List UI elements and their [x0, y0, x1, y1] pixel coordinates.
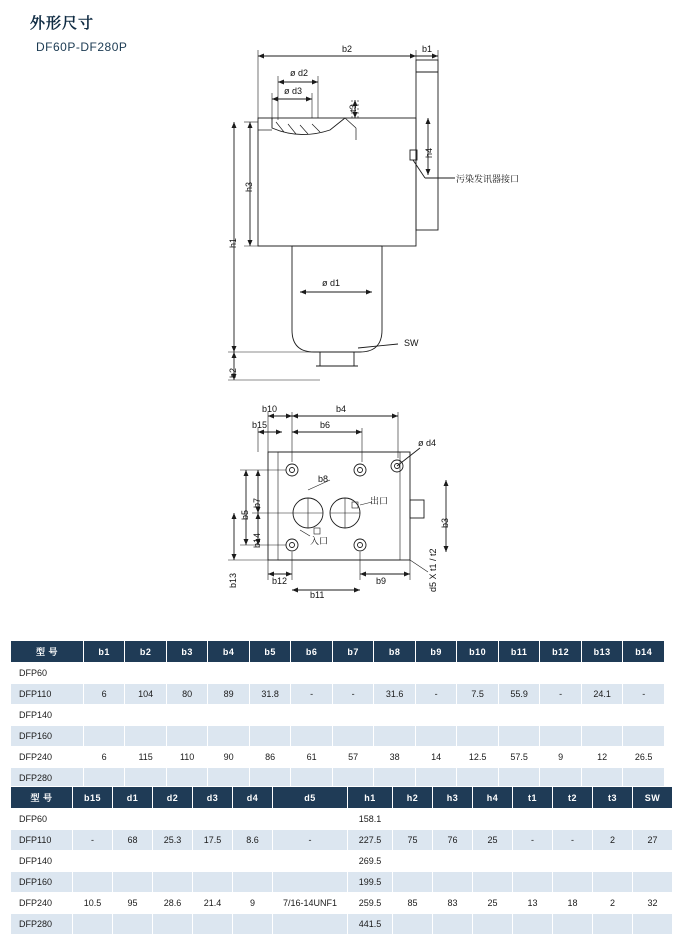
- value-cell: [473, 872, 513, 893]
- value-cell: [125, 705, 167, 726]
- value-cell: [393, 872, 433, 893]
- value-cell: 26.5: [623, 747, 665, 768]
- value-cell: [332, 726, 374, 747]
- label-h4: h4: [424, 147, 434, 158]
- value-cell: [113, 809, 153, 830]
- table-row: [11, 914, 673, 935]
- value-cell: 68: [113, 830, 153, 851]
- label-b15: b15: [252, 420, 268, 430]
- value-cell: [433, 914, 473, 935]
- value-cell: [540, 726, 582, 747]
- value-cell: [593, 872, 633, 893]
- col-header: t3: [593, 787, 633, 809]
- value-cell: 13: [513, 893, 553, 914]
- value-cell: [623, 663, 665, 684]
- value-cell: -: [540, 684, 582, 705]
- value-cell: -: [332, 684, 374, 705]
- col-header: b6: [291, 641, 333, 663]
- value-cell: 57.5: [498, 747, 540, 768]
- value-cell: [73, 851, 113, 872]
- value-cell: [249, 663, 291, 684]
- model-cell: DFP160: [11, 872, 73, 893]
- value-cell: [457, 726, 499, 747]
- label-d2: ø d2: [290, 68, 309, 78]
- col-header: 型 号: [11, 641, 84, 663]
- value-cell: 6: [83, 747, 125, 768]
- value-cell: 75: [393, 830, 433, 851]
- value-cell: [208, 726, 250, 747]
- value-cell: 2: [593, 830, 633, 851]
- col-header: t1: [513, 787, 553, 809]
- value-cell: 38: [374, 747, 416, 768]
- value-cell: 12.5: [457, 747, 499, 768]
- value-cell: 199.5: [348, 872, 393, 893]
- col-header: b10: [457, 641, 499, 663]
- col-header: h3: [433, 787, 473, 809]
- value-cell: 227.5: [348, 830, 393, 851]
- col-header: b1: [83, 641, 125, 663]
- value-cell: 25: [473, 893, 513, 914]
- value-cell: 441.5: [348, 914, 393, 935]
- value-cell: 8.6: [233, 830, 273, 851]
- value-cell: -: [415, 684, 457, 705]
- value-cell: [83, 705, 125, 726]
- label-b1: b1: [422, 44, 433, 54]
- label-b14: b14: [252, 532, 262, 548]
- model-cell: DFP240: [11, 747, 84, 768]
- col-header: b12: [540, 641, 582, 663]
- col-header: b2: [125, 641, 167, 663]
- page-subtitle: DF60P-DF280P: [36, 40, 128, 54]
- label-sw: SW: [404, 338, 419, 348]
- label-b4: b4: [336, 404, 347, 414]
- value-cell: [393, 914, 433, 935]
- value-cell: -: [553, 830, 593, 851]
- value-cell: 28.6: [153, 893, 193, 914]
- value-cell: [513, 872, 553, 893]
- label-b12: b12: [272, 576, 288, 586]
- col-header: h2: [393, 787, 433, 809]
- model-cell: DFP280: [11, 914, 73, 935]
- value-cell: [125, 663, 167, 684]
- label-b2: b2: [342, 44, 353, 54]
- value-cell: [73, 872, 113, 893]
- value-cell: 95: [113, 893, 153, 914]
- value-cell: 115: [125, 747, 167, 768]
- value-cell: [581, 705, 623, 726]
- value-cell: 110: [166, 747, 208, 768]
- value-cell: [457, 663, 499, 684]
- value-cell: [433, 851, 473, 872]
- label-h3: h3: [244, 181, 254, 192]
- value-cell: 80: [166, 684, 208, 705]
- col-header: h1: [348, 787, 393, 809]
- table-header-row: [11, 787, 673, 809]
- dimensions-table-d-h: [10, 786, 673, 935]
- col-header: SW: [633, 787, 673, 809]
- model-cell: DFP140: [11, 705, 84, 726]
- model-cell: DFP240: [11, 893, 73, 914]
- col-header: b7: [332, 641, 374, 663]
- label-inlet: 入口: [310, 536, 329, 546]
- value-cell: [473, 851, 513, 872]
- label-d3: ø d3: [284, 86, 303, 96]
- model-cell: DFP60: [11, 663, 84, 684]
- value-cell: [249, 705, 291, 726]
- value-cell: [415, 705, 457, 726]
- col-header: b15: [73, 787, 113, 809]
- label-d1: ø d1: [322, 278, 341, 288]
- value-cell: [193, 872, 233, 893]
- value-cell: [193, 809, 233, 830]
- table-row: [11, 851, 673, 872]
- value-cell: 18: [553, 893, 593, 914]
- value-cell: [166, 726, 208, 747]
- value-cell: 17.5: [193, 830, 233, 851]
- value-cell: 2: [593, 893, 633, 914]
- value-cell: [433, 809, 473, 830]
- value-cell: [153, 851, 193, 872]
- value-cell: [415, 726, 457, 747]
- value-cell: [83, 663, 125, 684]
- value-cell: 25.3: [153, 830, 193, 851]
- table-row: [11, 747, 665, 768]
- table-row: [11, 893, 673, 914]
- table-row: [11, 684, 665, 705]
- value-cell: [273, 851, 348, 872]
- col-header: d4: [233, 787, 273, 809]
- value-cell: [433, 872, 473, 893]
- value-cell: [540, 663, 582, 684]
- value-cell: [113, 914, 153, 935]
- value-cell: [208, 663, 250, 684]
- value-cell: [633, 914, 673, 935]
- value-cell: [553, 851, 593, 872]
- value-cell: 86: [249, 747, 291, 768]
- value-cell: [125, 726, 167, 747]
- value-cell: [374, 663, 416, 684]
- value-cell: 9: [233, 893, 273, 914]
- value-cell: 89: [208, 684, 250, 705]
- col-header: h4: [473, 787, 513, 809]
- value-cell: [208, 705, 250, 726]
- value-cell: 85: [393, 893, 433, 914]
- value-cell: 7.5: [457, 684, 499, 705]
- value-cell: [623, 705, 665, 726]
- table-row: [11, 663, 665, 684]
- label-sensor-port: 污染发讯器接口: [456, 174, 520, 184]
- value-cell: [498, 663, 540, 684]
- label-b11: b11: [310, 590, 325, 600]
- table-row: [11, 872, 673, 893]
- value-cell: 32: [633, 893, 673, 914]
- value-cell: 31.8: [249, 684, 291, 705]
- value-cell: [540, 705, 582, 726]
- value-cell: [623, 726, 665, 747]
- label-outlet: 出口: [370, 496, 389, 506]
- value-cell: [593, 851, 633, 872]
- value-cell: [153, 809, 193, 830]
- col-header: b3: [166, 641, 208, 663]
- col-header: b4: [208, 641, 250, 663]
- value-cell: [415, 663, 457, 684]
- value-cell: 25: [473, 830, 513, 851]
- table-row: [11, 705, 665, 726]
- value-cell: [513, 914, 553, 935]
- value-cell: -: [73, 830, 113, 851]
- value-cell: 269.5: [348, 851, 393, 872]
- col-header: b9: [415, 641, 457, 663]
- value-cell: [166, 705, 208, 726]
- value-cell: 76: [433, 830, 473, 851]
- label-b5: b5: [240, 509, 250, 520]
- value-cell: [473, 809, 513, 830]
- value-cell: 6: [83, 684, 125, 705]
- value-cell: [233, 851, 273, 872]
- label-h1: h1: [228, 237, 238, 248]
- value-cell: [633, 851, 673, 872]
- value-cell: 24.1: [581, 684, 623, 705]
- table-header-row: [11, 641, 665, 663]
- value-cell: 90: [208, 747, 250, 768]
- value-cell: 21.4: [193, 893, 233, 914]
- value-cell: [83, 726, 125, 747]
- value-cell: 31.6: [374, 684, 416, 705]
- value-cell: 55.9: [498, 684, 540, 705]
- model-cell: DFP110: [11, 830, 73, 851]
- value-cell: [513, 851, 553, 872]
- value-cell: [273, 872, 348, 893]
- col-header: b8: [374, 641, 416, 663]
- value-cell: [473, 914, 513, 935]
- value-cell: -: [623, 684, 665, 705]
- value-cell: [193, 914, 233, 935]
- value-cell: [498, 705, 540, 726]
- col-header: b14: [623, 641, 665, 663]
- label-b10: b10: [262, 404, 278, 414]
- table-row: [11, 726, 665, 747]
- label-b8: b8: [318, 474, 329, 484]
- label-b6: b6: [320, 420, 331, 430]
- model-cell: DFP280: [11, 768, 84, 789]
- value-cell: [291, 663, 333, 684]
- value-cell: [73, 914, 113, 935]
- col-header: d2: [153, 787, 193, 809]
- value-cell: 158.1: [348, 809, 393, 830]
- value-cell: [553, 872, 593, 893]
- value-cell: [233, 914, 273, 935]
- value-cell: [332, 705, 374, 726]
- table-row: [11, 809, 673, 830]
- label-t3: t3: [348, 104, 358, 112]
- value-cell: [113, 872, 153, 893]
- col-header: b11: [498, 641, 540, 663]
- value-cell: [291, 705, 333, 726]
- value-cell: [193, 851, 233, 872]
- dimensions-table-b: [10, 640, 665, 789]
- value-cell: 104: [125, 684, 167, 705]
- col-header: d1: [113, 787, 153, 809]
- label-d5-t1-t2: d5 X t1 / t2: [428, 548, 438, 592]
- value-cell: 61: [291, 747, 333, 768]
- value-cell: 259.5: [348, 893, 393, 914]
- model-cell: DFP110: [11, 684, 84, 705]
- value-cell: [291, 726, 333, 747]
- value-cell: [249, 726, 291, 747]
- value-cell: [233, 872, 273, 893]
- value-cell: [113, 851, 153, 872]
- value-cell: 12: [581, 747, 623, 768]
- label-b13: b13: [228, 572, 238, 588]
- value-cell: [593, 914, 633, 935]
- model-cell: DFP60: [11, 809, 73, 830]
- value-cell: [153, 872, 193, 893]
- value-cell: [233, 809, 273, 830]
- page-title: 外形尺寸: [30, 15, 95, 32]
- table-row: [11, 830, 673, 851]
- value-cell: [73, 809, 113, 830]
- value-cell: [273, 809, 348, 830]
- col-header: b5: [249, 641, 291, 663]
- label-b9: b9: [376, 576, 387, 586]
- label-h2: h2: [228, 367, 238, 378]
- value-cell: [374, 705, 416, 726]
- col-header: 型 号: [11, 787, 73, 809]
- value-cell: [153, 914, 193, 935]
- model-cell: DFP160: [11, 726, 84, 747]
- value-cell: 7/16-14UNF1: [273, 893, 348, 914]
- value-cell: -: [513, 830, 553, 851]
- value-cell: -: [273, 830, 348, 851]
- value-cell: [553, 914, 593, 935]
- value-cell: [332, 663, 374, 684]
- value-cell: [553, 809, 593, 830]
- value-cell: [581, 726, 623, 747]
- label-b3: b3: [440, 517, 450, 528]
- value-cell: [374, 726, 416, 747]
- value-cell: 27: [633, 830, 673, 851]
- value-cell: [633, 872, 673, 893]
- value-cell: 57: [332, 747, 374, 768]
- value-cell: 14: [415, 747, 457, 768]
- value-cell: [166, 663, 208, 684]
- value-cell: [273, 914, 348, 935]
- value-cell: 10.5: [73, 893, 113, 914]
- value-cell: -: [291, 684, 333, 705]
- col-header: t2: [553, 787, 593, 809]
- value-cell: [393, 851, 433, 872]
- value-cell: [593, 809, 633, 830]
- value-cell: [498, 726, 540, 747]
- value-cell: [393, 809, 433, 830]
- value-cell: [457, 705, 499, 726]
- value-cell: [633, 809, 673, 830]
- label-b7: b7: [252, 497, 262, 508]
- col-header: d3: [193, 787, 233, 809]
- value-cell: 83: [433, 893, 473, 914]
- label-d4: ø d4: [418, 438, 437, 448]
- value-cell: [581, 663, 623, 684]
- model-cell: DFP140: [11, 851, 73, 872]
- col-header: d5: [273, 787, 348, 809]
- col-header: b13: [581, 641, 623, 663]
- value-cell: 9: [540, 747, 582, 768]
- value-cell: [513, 809, 553, 830]
